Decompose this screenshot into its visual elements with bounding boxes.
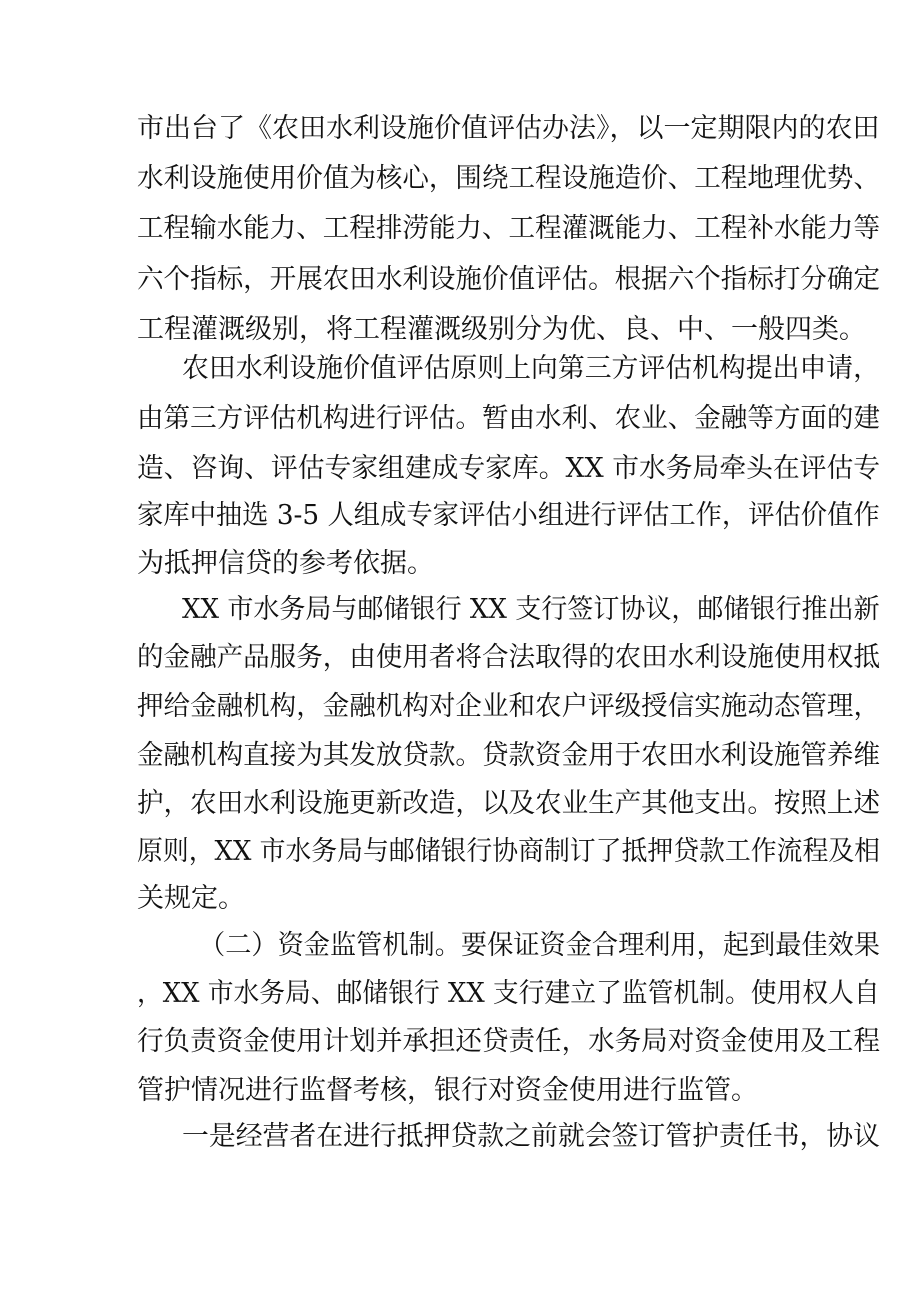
paragraph-line: 一是经营者在进行抵押贷款之前就会签订管护责任书，协议 (182, 1121, 880, 1152)
paragraph-line: 六个指标，开展农田水利设施价值评估。根据六个指标打分确定 (137, 264, 880, 295)
paragraph-line: 为抵押信贷的参考依据。 (137, 548, 434, 579)
paragraph-line: 管护情况进行监督考核，银行对资金使用进行监管。 (137, 1075, 758, 1106)
paragraph-line: 金融机构直接为其发放贷款。贷款资金用于农田水利设施管养维 (137, 740, 880, 771)
paragraph-line: 护，农田水利设施更新改造，以及农业生产其他支出。按照上述 (137, 788, 880, 819)
paragraph-line: 工程输水能力、工程排涝能力、工程灌溉能力、工程补水能力等 (137, 213, 880, 244)
paragraph-line: ，XX 市水务局、邮储银行 XX 支行建立了监管机制。使用权人自 (137, 978, 880, 1009)
paragraph-line: XX 市水务局与邮储银行 XX 支行签订协议，邮储银行推出新 (182, 594, 880, 625)
paragraph-line: 由第三方评估机构进行评估。暂由水利、农业、金融等方面的建 (137, 403, 880, 434)
paragraph-line: 关规定。 (137, 883, 245, 914)
paragraph-line: 造、咨询、评估专家组建成专家库。XX 市水务局牵头在评估专 (137, 453, 881, 484)
paragraph-line: 行负责资金使用计划并承担还贷责任，水务局对资金使用及工程 (137, 1026, 880, 1057)
paragraph-line: 押给金融机构，金融机构对企业和农户评级授信实施动态管理， (137, 691, 880, 722)
paragraph-line: 的金融产品服务，由使用者将合法取得的农田水利设施使用权抵 (137, 642, 880, 673)
paragraph-line: 原则，XX 市水务局与邮储银行协商制订了抵押贷款工作流程及相 (137, 836, 881, 867)
paragraph-line: 市出台了《农田水利设施价值评估办法》，以一定期限内的农田 (137, 113, 880, 144)
paragraph-line: （二）资金监管机制。要保证资金合理利用，起到最佳效果 (199, 930, 880, 961)
paragraph-line: 水利设施使用价值为核心，围绕工程设施造价、工程地理优势、 (137, 163, 880, 194)
paragraph-line: 工程灌溉级别，将工程灌溉级别分为优、良、中、一般四类。 (137, 314, 866, 345)
paragraph-line: 农田水利设施价值评估原则上向第三方评估机构提出申请， (182, 353, 880, 384)
paragraph-line: 家库中抽选 3-5 人组成专家评估小组进行评估工作，评估价值作 (137, 500, 880, 531)
